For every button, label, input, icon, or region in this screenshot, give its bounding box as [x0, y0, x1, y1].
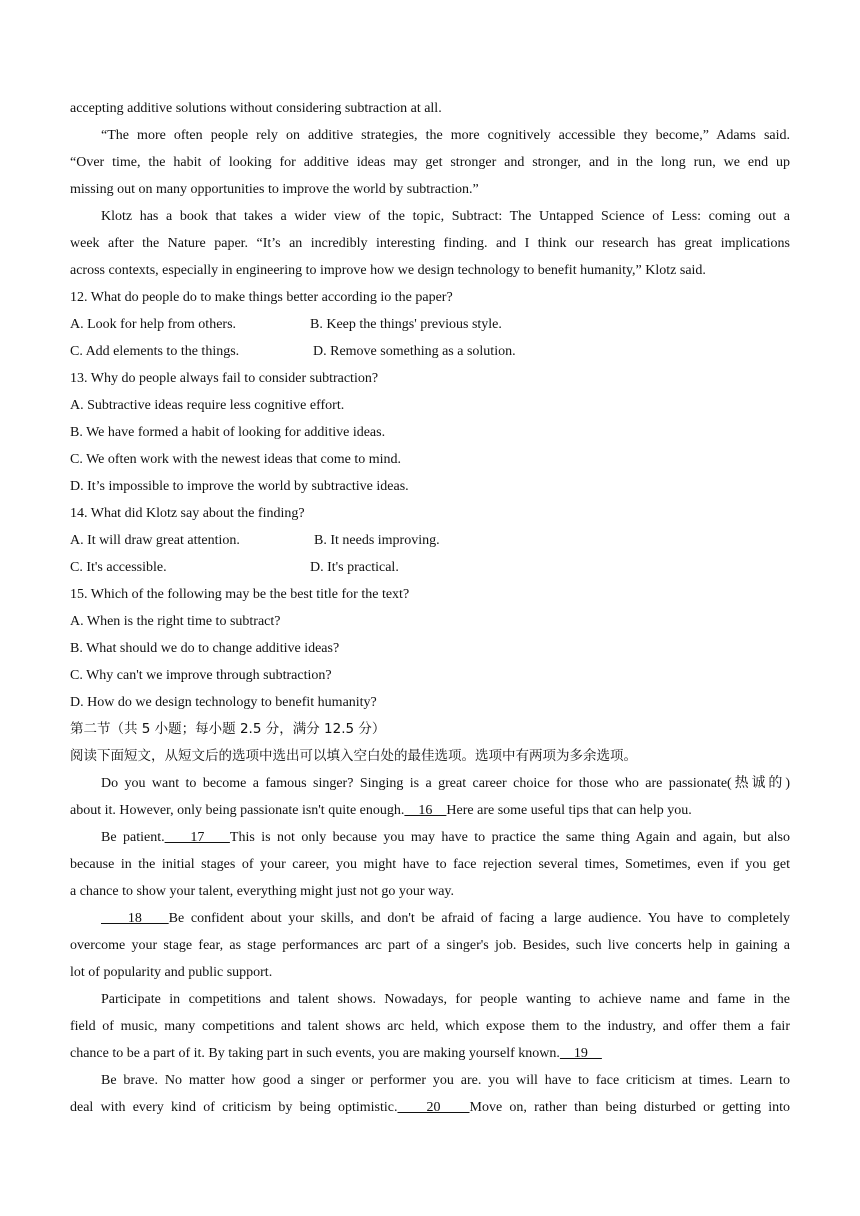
option-b: B. What should we do to change additive ideas?: [70, 641, 340, 656]
passage-text: Move on, rather than being disturbed or getting into: [469, 1100, 790, 1115]
question-14-stem: 14. What did Klotz say about the finding?: [70, 506, 305, 521]
option-a: A. It will draw great attention.: [70, 533, 240, 548]
passage-line: [70, 797, 790, 824]
document-page: [70, 95, 790, 1121]
question-12-stem: 12. What do people do to make things better according io the paper?: [70, 290, 453, 305]
passage-line: [70, 1040, 790, 1067]
passage-text: about it. However, only being passionate isn't quite enough.: [70, 803, 405, 818]
passage-line: lot of popularity and public support.: [70, 965, 273, 980]
passage-line: a chance to show your talent, everything might just not go your way.: [70, 884, 455, 899]
question-15-stem: 15. Which of the following may be the best title for the text?: [70, 587, 410, 602]
passage-line: across contexts, especially in engineering to improve how we design technology to benefit humanity,” Klotz said.: [70, 263, 706, 278]
passage-line: missing out on many opportunities to improve the world by subtraction.”: [70, 182, 479, 197]
blank-20: 20: [397, 1100, 470, 1115]
option-d: D. How do we design technology to benefit humanity?: [70, 695, 377, 710]
question-14-options-row: [70, 527, 790, 554]
passage-line: overcome your stage fear, as stage performances arc part of a singer's job. Besides, such live concerts help in gaining a: [70, 938, 790, 953]
blank-17: 17: [164, 830, 230, 845]
passage-line: week after the Nature paper. “It’s an incredibly interesting finding. and I think our research has great implications: [70, 236, 790, 251]
option-c: C. It's accessible.: [70, 560, 167, 575]
passage-line: “Over time, the habit of looking for additive ideas may get stronger and stronger, and in the long run, we end up: [70, 155, 790, 170]
blank-18: 18: [101, 911, 169, 926]
passage-text: deal with every kind of criticism by being optimistic.: [70, 1100, 398, 1115]
option-a: A. Look for help from others.: [70, 317, 237, 332]
passage-line: Be brave. No matter how good a singer or performer you are. you will have to face criticism at times. Learn to: [101, 1073, 790, 1088]
question-14-options-row: [70, 554, 790, 581]
option-b: B. We have formed a habit of looking for additive ideas.: [70, 425, 386, 440]
passage-line: Klotz has a book that takes a wider view of the topic, Subtract: The Untapped Science of Less: coming out a: [101, 209, 790, 224]
option-d: D. Remove something as a solution.: [313, 344, 516, 359]
passage-line: [70, 905, 790, 932]
option-b: B. Keep the things' previous style.: [310, 317, 502, 332]
question-12-options-row: [70, 338, 790, 365]
question-12-options-row: [70, 311, 790, 338]
option-d: D. It’s impossible to improve the world by subtractive ideas.: [70, 479, 409, 494]
passage-line: Do you want to become a famous singer? Singing is a great career choice for those who are passionate(热诚的): [101, 776, 790, 791]
passage-text: Be confident about your skills, and don't be afraid of facing a large audience. You have to completely: [168, 911, 790, 926]
option-c: C. Add elements to the things.: [70, 344, 240, 359]
passage-line: [70, 1094, 790, 1121]
question-13-stem: 13. Why do people always fail to consider subtraction?: [70, 371, 379, 386]
option-a: A. Subtractive ideas require less cognitive effort.: [70, 398, 345, 413]
passage-line: field of music, many competitions and talent shows arc held, which expose them to the industry, and offer them a fair: [70, 1019, 790, 1034]
passage-line: Participate in competitions and talent shows. Nowadays, for people wanting to achieve name and fame in the: [101, 992, 790, 1007]
passage-text: chance to be a part of it. By taking part in such events, you are making yourself known.: [70, 1046, 560, 1061]
section-instruction: 阅读下面短文，从短文后的选项中选出可以填入空白处的最佳选项。选项中有两项为多余选项。: [70, 748, 637, 764]
passage-text: Here are some useful tips that can help you.: [446, 803, 692, 818]
blank-19: 19: [559, 1046, 602, 1061]
passage-line: because in the initial stages of your career, you might have to face rejection several times, Sometimes, even if you get: [70, 857, 790, 872]
option-d: D. It's practical.: [310, 560, 399, 575]
passage-line: accepting additive solutions without considering subtraction at all.: [70, 101, 442, 116]
passage-text: This is not only because you may have to practice the same thing Again and again, but also: [229, 830, 791, 845]
option-a: A. When is the right time to subtract?: [70, 614, 281, 629]
passage-line: [70, 824, 790, 851]
blank-16: 16: [404, 803, 447, 818]
option-c: C. We often work with the newest ideas that come to mind.: [70, 452, 402, 467]
passage-text: Be patient.: [101, 830, 165, 845]
passage-line: “The more often people rely on additive strategies, the more cognitively accessible they become,” Adams said.: [101, 128, 790, 143]
option-b: B. It needs improving.: [314, 533, 440, 548]
section-heading: 第二节（共 5 小题；每小题 2.5 分，满分 12.5 分）: [70, 721, 386, 737]
option-c: C. Why can't we improve through subtraction?: [70, 668, 332, 683]
